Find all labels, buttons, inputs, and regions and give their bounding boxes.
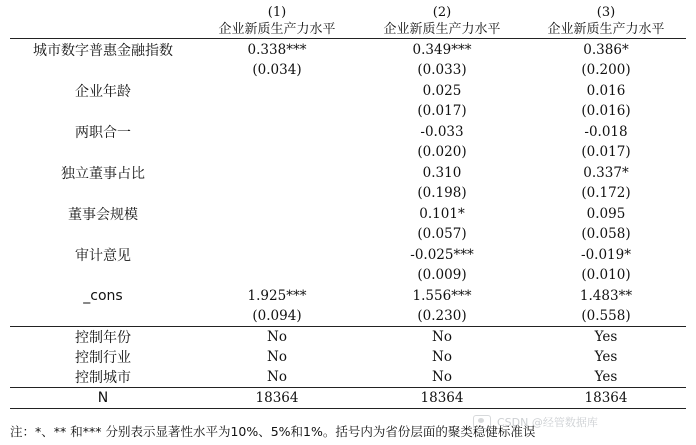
coef-cell: 0.386*	[583, 41, 629, 58]
coef-cell: 0.337*	[583, 164, 629, 181]
coef-cell: 0.101*	[419, 205, 465, 222]
table-row	[10, 101, 686, 121]
coef-cell: 0.338***	[247, 41, 307, 58]
column-name-1: 企业新质生产力水平	[196, 21, 358, 39]
se-cell: (0.057)	[417, 226, 467, 242]
coef-cell	[196, 121, 358, 142]
n-cell: 18364	[196, 388, 358, 409]
coef-cell: -0.033	[420, 123, 464, 140]
coef-cell: 1.483**	[579, 287, 633, 304]
control-row	[10, 347, 686, 367]
table-row	[10, 121, 686, 142]
se-cell	[196, 224, 358, 244]
coef-cell: 0.025	[422, 82, 462, 99]
table-row	[10, 285, 686, 306]
se-cell: (0.010)	[581, 267, 631, 283]
table-row	[10, 224, 686, 244]
coef-cell	[196, 203, 358, 224]
control-row	[10, 367, 686, 388]
control-cell: No	[267, 369, 287, 385]
coef-cell	[196, 162, 358, 183]
coef-cell: 0.016	[586, 82, 626, 99]
coef-cell: -0.018	[584, 123, 628, 140]
observations-row	[10, 388, 686, 409]
table-row	[10, 162, 686, 183]
n-cell: 18364	[358, 388, 526, 409]
se-cell: (0.200)	[581, 62, 631, 78]
column-name-row	[10, 21, 686, 39]
control-cell: No	[432, 349, 452, 365]
column-number-1: (1)	[267, 5, 287, 20]
se-cell	[196, 265, 358, 285]
control-cell: No	[432, 369, 452, 385]
control-cell: Yes	[526, 327, 686, 348]
control-cell: No	[358, 327, 526, 348]
row-label: 董事会规模	[68, 206, 138, 223]
control-cell: No	[196, 327, 358, 348]
se-cell	[196, 101, 358, 121]
se-cell	[196, 183, 358, 203]
column-number-row	[10, 4, 686, 21]
table-row	[10, 142, 686, 162]
column-name-2: 企业新质生产力水平	[358, 21, 526, 39]
row-label: 企业年龄	[75, 83, 131, 100]
row-label: 审计意见	[75, 247, 131, 264]
row-label: 两职合一	[75, 124, 131, 141]
se-cell: (0.017)	[581, 144, 631, 160]
row-label: 控制行业	[75, 350, 131, 366]
control-cell: Yes	[594, 369, 618, 385]
row-label: 控制城市	[75, 370, 131, 386]
control-row	[10, 327, 686, 348]
row-label: 独立董事占比	[61, 165, 145, 182]
coef-cell: 1.925***	[247, 287, 307, 304]
se-cell: (0.172)	[581, 185, 631, 201]
se-cell: (0.034)	[252, 62, 302, 78]
se-cell: (0.017)	[417, 103, 467, 119]
coef-cell: 0.349***	[412, 41, 472, 58]
row-label: _cons	[83, 287, 123, 304]
watermark-text: CSDN @经管数据库	[497, 416, 598, 429]
regression-table	[10, 4, 686, 409]
header-blank-cell	[10, 21, 196, 39]
table-row	[10, 39, 686, 61]
coef-cell	[196, 80, 358, 101]
control-cell: No	[267, 349, 287, 365]
table-row	[10, 80, 686, 101]
table-row	[10, 203, 686, 224]
column-number-2: (2)	[432, 5, 452, 20]
row-label: N	[10, 388, 196, 409]
table-row	[10, 306, 686, 327]
table-note: 注：*、** 和*** 分别表示显著性水平为10%、5%和1%。括号内为省份层面的聚类稳健标准误	[10, 424, 536, 439]
coef-cell: -0.019*	[581, 246, 631, 263]
table-row	[10, 265, 686, 285]
se-cell	[196, 142, 358, 162]
coef-cell: 0.095	[586, 205, 626, 222]
se-cell: (0.198)	[417, 185, 467, 201]
table-row	[10, 244, 686, 265]
coef-cell: -0.025***	[410, 246, 474, 263]
se-cell: (0.020)	[417, 144, 467, 160]
se-cell: (0.094)	[252, 308, 302, 324]
coef-cell: 0.310	[422, 164, 462, 181]
coef-cell	[196, 244, 358, 265]
header-blank-cell	[10, 4, 196, 21]
se-cell: (0.230)	[417, 308, 467, 324]
se-cell: (0.009)	[417, 267, 467, 283]
se-cell: (0.016)	[581, 103, 631, 119]
row-label: 控制年份	[10, 327, 196, 348]
row-label: 城市数字普惠金融指数	[33, 42, 173, 59]
regression-table-container	[10, 4, 686, 409]
se-cell: (0.058)	[581, 226, 631, 242]
column-number-3: (3)	[596, 5, 616, 20]
se-cell: (0.033)	[417, 62, 467, 78]
se-cell: (0.558)	[581, 308, 631, 324]
n-cell: 18364	[526, 388, 686, 409]
table-row	[10, 60, 686, 80]
control-cell: Yes	[594, 349, 618, 365]
table-row	[10, 183, 686, 203]
coef-cell: 1.556***	[412, 287, 472, 304]
column-name-3: 企业新质生产力水平	[526, 21, 686, 39]
